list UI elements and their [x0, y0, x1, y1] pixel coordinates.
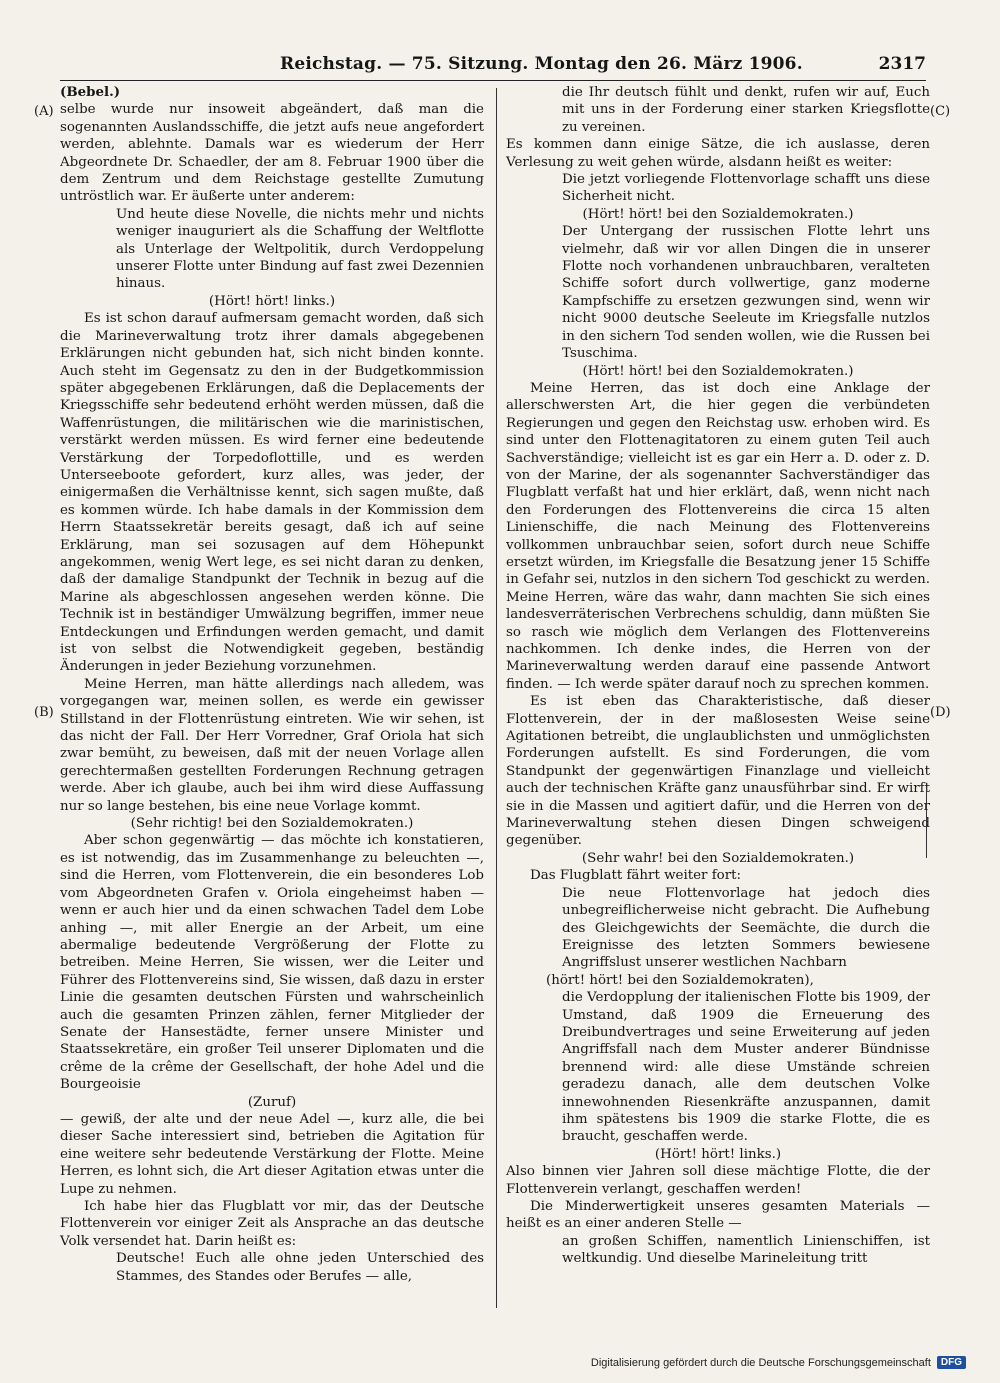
page-header [60, 50, 926, 80]
quoted-paragraph: Die neue Flottenvorlage hat jedoch dies unbegreiflicherweise nicht gebracht. Die Aufhebung des Gleichgewichts der Seemächte, die durch die Ereignisse des letzten Sommers bewiesene Angriffslust unserer westlichen Nachbarn [562, 885, 930, 971]
footer [591, 1356, 966, 1369]
paragraph: Es kommen dann einige Sätze, die ich auslasse, deren Verlesung zu weit gehen würde, alsdann heißt es weiter: [506, 137, 930, 170]
interjection: (hört! hört! bei den Sozialdemokraten), [546, 972, 814, 988]
quoted-paragraph: die Ihr deutsch fühlt und denkt, rufen wir auf, Euch mit uns in der Forderung einer starken Kriegsflotte zu vereinen. [562, 85, 930, 135]
header-rule [60, 80, 926, 81]
quoted-paragraph: Und heute diese Novelle, die nichts mehr und nichts weniger inauguriert als die Schaffung der Weltflotte als Unterlage der Weltpolitik, durch Verdoppelung unserer Flotte unter Bindung auf fast zwei Dezennien hinaus. [116, 206, 484, 292]
paragraph: Das Flugblatt fährt weiter fort: [530, 868, 742, 884]
running-title: Reichstag. — 75. Sitzung. Montag den 26. März 1906. [280, 54, 803, 74]
paragraph: — gewiß, der alte und der neue Adel —, kurz alle, die bei dieser Sache interessiert sind, betrieben die Agitation für eine weitere sehr bedeutende Verstärkung der Flotte. Meine Herren, es lohnt sich, die Art dieser Agitation etwas unter die Lupe zu nehmen. [60, 1111, 484, 1197]
margin-mark-c: (C) [930, 104, 951, 119]
paragraph: Es ist eben das Charakteristische, daß dieser Flottenverein, der in der maßlosesten Weise seine Agitationen betreibt, die unglaublichsten und unmöglichsten Forderungen aufstellt. Es sind Forderungen, die vom Standpunkt der gegenwärtigen Finanzlage und vielleicht auch der technischen Kräfte ganz unausführbar sind. Er wirft sie in die Massen und agitiert dafür, und die Herren von der Marineverwaltung stehen diesen Dingen schweigend gegenüber. [506, 694, 930, 849]
margin-mark-a: (A) [34, 104, 54, 119]
page-number: 2317 [878, 54, 926, 74]
paragraph: Meine Herren, das ist doch eine Anklage der allerschwersten Art, die hier gegen die verbündeten Regierungen und gegen den Reichstag usw. erhoben wird. Es sind unter den Flottenagitatoren zu einem guten Teil auch Sachverständige; vielleicht ist es gar ein Herr a. D. oder z. D. von der Marine, der als sogenannter Sachverständiger das Flugblatt verfaßt hat und hier erklärt, daß, wenn nicht nach den Forderungen des Flottenvereins die circa 15 alten Linienschiffe, die nach Meinung des Flottenvereins vollkommen unbrauchbar seien, sofort durch neue Schiffe ersetzt würden, im Kriegsfalle die Besatzung jener 15 Schiffe in Gefahr sei, nutzlos in den sichern Tod geschickt zu werden. Meine Herren, wäre das wahr, dann machten Sie sich eines landesverräterischen Verbrechens schuldig, dann müßten Sie so rasch wie möglich dem Verlangen des Flottenvereins nachkommen. Ich denke indes, die Herren von der Marineverwaltung werden darauf eine passende Antwort finden. — Ich werde später darauf noch zu sprechen kommen. [506, 380, 930, 692]
left-column [60, 84, 484, 1285]
interjection: (Hört! hört! links.) [208, 293, 336, 309]
paragraph: Ich habe hier das Flugblatt vor mir, das der Deutsche Flottenverein vor einiger Zeit als Ansprache an das deutsche Volk versendet hat. Darin heißt es: [60, 1199, 484, 1249]
interjection: (Hört! hört! bei den Sozialdemokraten.) [582, 206, 854, 222]
interjection: (Hört! hört! links.) [654, 1146, 782, 1162]
paragraph: Die Minderwertigkeit unseres gesamten Materials — heißt es an einer anderen Stelle — [506, 1199, 930, 1232]
paragraph: Aber schon gegenwärtig — das möchte ich konstatieren, es ist notwendig, das im Zusammenhange zu beleuchten —, sind die Herren, vom Flottenverein, die ein besonderes Lob vom Abgeordneten Grafen v. Oriola eingeheimst haben — wenn er auch hier und da einen schwachen Tadel dem Lobe anhing —, mit aller Energie an der Arbeit, um eine abermalige bedeutende Vergrößerung der Flotte zu betreiben. Meine Herren, Sie wissen, wer die Leiter und Führer des Flottenvereins sind, Sie wissen, daß dazu in erster Linie die gesamten deutschen Fürsten und wahrscheinlich auch die gesamten Prinzen zählen, ferner Mitglieder der Senate der Hansestädte, ferner unsere Minister und Staatssekretäre, ein großer Teil unserer Diplomaten und die crême de la crême der Gesellschaft, der hohe Adel und die Bourgeoisie [60, 833, 484, 1093]
paragraph: Meine Herren, man hätte allerdings nach alledem, was vorgegangen war, meinen sollen, es werde ein gewisser Stillstand in der Flottenrüstung eintreten. Wie wir sehen, ist das nicht der Fall. Der Herr Vorredner, Graf Oriola hat sich zwar bemüht, zu beweisen, daß mit der neuen Vorlage allen gerechtermaßen gestellten Forderungen Rechnung getragen werde. Aber ich glaube, auch bei ihm wird diese Auffassung nur so lange bestehen, bis eine neue Vorlage kommt. [60, 676, 484, 814]
interjection: (Hört! hört! bei den Sozialdemokraten.) [582, 363, 854, 379]
paragraph: Also binnen vier Jahren soll diese mächtige Flotte, die der Flottenverein verlangt, geschaffen werden! [506, 1164, 930, 1197]
footer-credit: Digitalisierung gefördert durch die Deutsche Forschungsgemeinschaft [590, 1356, 931, 1369]
quoted-paragraph: Der Untergang der russischen Flotte lehrt uns vielmehr, daß wir vor allen Dingen die in unserer Flotte noch vorhandenen unbrauchbaren, veralteten Schiffe sofort durch vollwertige, ganz moderne Kampfschiffe zu ersetzen gezwungen sind, wenn wir nicht 9000 deutsche Seeleute im Kriegsfalle nutzlos in den sichern Tod senden wollen, wie die Russen bei Tsuschima. [562, 224, 930, 362]
margin-mark-d: (D) [930, 705, 951, 720]
quoted-paragraph: Die jetzt vorliegende Flottenvorlage schafft uns diese Sicherheit nicht. [562, 172, 930, 205]
margin-marker-line [926, 788, 927, 858]
dfg-logo: DFG [937, 1356, 966, 1369]
paragraph: Es ist schon darauf aufmersam gemacht worden, daß sich die Marineverwaltung trotz ihrer damals abgegebenen Erklärungen nicht gebunden hat, sich nicht binden konnte. Auch steht im Gegensatz zu den in der Budgetkommission später abgegebenen Erklärungen, daß die Deplacements der Kriegsschiffe sehr bedeutend erhöht werden müssen, daß die Waffenrüstungen, die militärischen wie die marinistischen, verstärkt werden müssen. Es wird ferner eine bedeutende Verstärkung der Torpedoflottille, und es werden Unterseeboote gefordert, kurz alles, was jeder, der einigermaßen die Verhältnisse kennt, sich sagen mußte, daß es kommen würde. Ich habe damals in der Kommission dem Herrn Staatssekretär bereits gesagt, daß ich auf seine Erklärung, man sei sozusagen auf dem Höhepunkt angekommen, wenig Wert lege, es sei nicht daran zu denken, daß der damalige Standpunkt der Technik in bezug auf die Marine als abgeschlossen angesehen werden könne. Die Technik ist in beständiger Umwälzung begriffen, immer neue Entdeckungen und Erfindungen werden gemacht, und damit ist von selbst die Notwendigkeit gegeben, beständig Änderungen in jeder Beziehung vorzunehmen. [60, 311, 484, 675]
margin-mark-b: (B) [34, 705, 54, 720]
right-column [506, 84, 930, 1268]
interjection: (Zuruf) [247, 1094, 297, 1110]
interjection: (Sehr richtig! bei den Sozialdemokraten.) [130, 816, 414, 832]
quoted-paragraph: die Verdopplung der italienischen Flotte bis 1909, der Umstand, daß 1909 die Erneuerung des Dreibundvertrages und seine Erweiterung auf jeden Angriffsfall nach dem Muster anderer Bündnisse brennend wird: alle diese Umstände schreien geradezu danach, alle dem deutschen Volke innewohnenden Riesenkräfte anzuspannen, damit ihm spätestens bis 1909 die starke Flotte, die es braucht, geschaffen werde. [562, 990, 930, 1145]
speaker-name: (Bebel.) [60, 84, 121, 100]
interjection: (Sehr wahr! bei den Sozialdemokraten.) [581, 850, 855, 866]
paragraph: selbe wurde nur insoweit abgeändert, daß man die sogenannten Auslandsschiffe, die jetzt aufs neue angefordert werden, ablehnte. Damals war es wiederum der Herr Abgeordnete Dr. Schaedler, der am 8. Februar 1900 über die dem Zentrum und dem Reichstage gestellte Zumutung untröstlich war. Er äußerte unter anderem: [60, 102, 484, 205]
column-divider [496, 88, 497, 1308]
quoted-paragraph: an großen Schiffen, namentlich Linienschiffen, ist weltkundig. Und dieselbe Marineleitung tritt [562, 1233, 930, 1267]
quoted-paragraph: Deutsche! Euch alle ohne jeden Unterschied des Stammes, des Standes oder Berufes — alle, [116, 1251, 484, 1284]
